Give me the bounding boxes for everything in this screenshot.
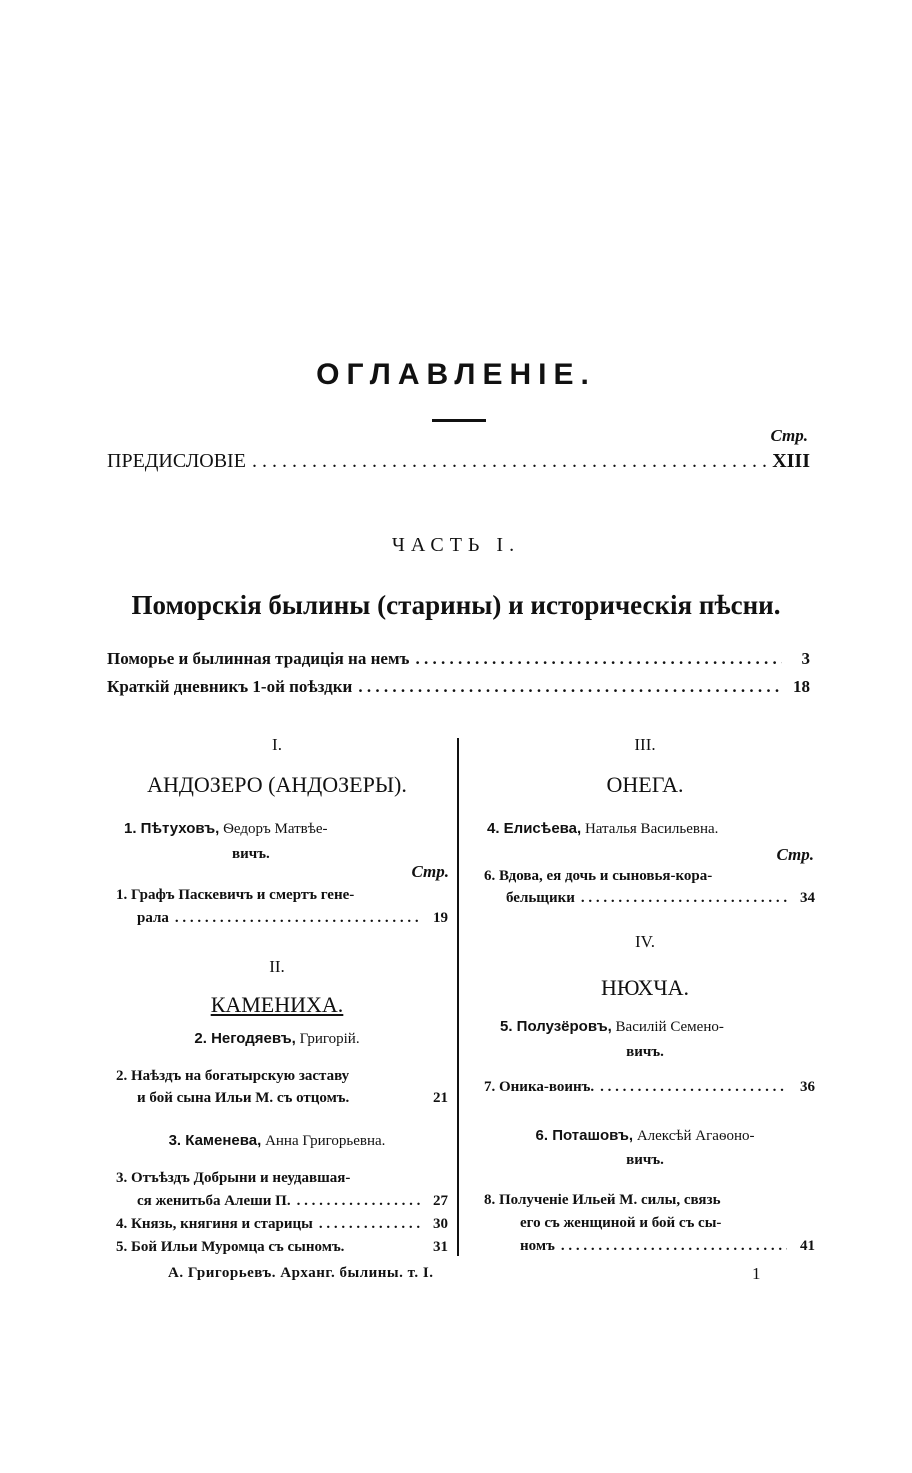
dot-leader xyxy=(175,910,420,927)
entry-title: 5. Бой Ильи Муромца съ сыномъ. xyxy=(116,1239,345,1255)
entry-page: 31 xyxy=(433,1239,448,1255)
entry-title: Краткій дневникъ 1-ой поѣздки xyxy=(107,677,353,696)
singer-given-name: вичъ. xyxy=(626,1152,664,1168)
singer-name: 1. Пѣтуховъ, xyxy=(124,820,220,837)
section-place: КАМЕНИХА. xyxy=(210,992,344,1017)
singer-given-name: Наталья Васильевна. xyxy=(584,821,719,837)
section-place: АНДОЗЕРО (АНДОЗЕРЫ). xyxy=(147,772,407,797)
entry-title: 6. Вдова, ея дочь и сыновья-кора- xyxy=(484,868,713,884)
part-heading: ЧАСТЬ I. xyxy=(391,534,521,556)
entry-title: рала xyxy=(137,910,169,926)
page-title: ОГЛАВЛЕНІЕ. xyxy=(316,358,596,391)
singer-given-name: Василій Семено- xyxy=(615,1019,724,1035)
sheet-number: 1 xyxy=(752,1264,761,1283)
entry-title: номъ xyxy=(520,1238,555,1254)
section-place: ОНЕГА. xyxy=(606,772,684,797)
entry-title: бельщики xyxy=(506,890,575,906)
entry-title: и бой сына Ильи М. съ отцомъ. xyxy=(137,1090,350,1106)
entry-title: 7. Оника-воинъ. xyxy=(484,1079,595,1095)
section-number: I. xyxy=(272,735,282,754)
entry-title: его съ женщиной и бой съ сы- xyxy=(520,1215,722,1231)
section-number: IV. xyxy=(635,932,655,951)
part-subtitle: Поморскія былины (старины) и историческія пѣсни. xyxy=(131,590,781,620)
entry-title: 8. Полученіе Ильей М. силы, связь xyxy=(484,1192,721,1208)
toc-entry[interactable] xyxy=(116,1216,448,1233)
dot-leader xyxy=(319,1216,420,1233)
page-column-label: Стр. xyxy=(776,845,814,864)
singer-name: 5. Полузёровъ, xyxy=(500,1018,612,1035)
toc-entry[interactable] xyxy=(137,1193,448,1210)
singer-name: 4. Елисѣева, xyxy=(487,820,582,837)
entry-page: 18 xyxy=(793,677,810,696)
entry-page: 21 xyxy=(433,1090,448,1106)
entry-title: 4. Князь, княгиня и старицы xyxy=(116,1216,313,1232)
entry-title: Поморье и былинная традиція на немъ xyxy=(107,649,410,668)
entry-title: 2. Наѣздъ на богатырскую заставу xyxy=(116,1068,350,1084)
singer-name: 6. Поташовъ, xyxy=(535,1127,634,1144)
toc-entry[interactable] xyxy=(520,1238,815,1255)
singer-given-name: вичъ. xyxy=(232,846,270,862)
toc-entry[interactable] xyxy=(506,890,815,907)
entry-page: XIII xyxy=(772,450,810,472)
entry-title: ся женитьба Алеши П. xyxy=(137,1193,291,1209)
dot-leader xyxy=(252,450,766,473)
dot-leader xyxy=(561,1238,787,1255)
dot-leader xyxy=(415,649,782,669)
toc-entry[interactable] xyxy=(137,1090,448,1107)
entry-page: 41 xyxy=(800,1238,815,1254)
toc-entry[interactable] xyxy=(484,1079,815,1096)
footer-signature: А. Григорьевъ. Арханг. былины. т. I. xyxy=(168,1265,434,1281)
entry-title: 1. Графъ Паскевичъ и смертъ гене- xyxy=(116,887,355,903)
dot-leader xyxy=(297,1193,420,1210)
toc-entry[interactable] xyxy=(116,1239,448,1256)
column-divider xyxy=(457,738,459,1256)
entry-title: ПРЕДИСЛОВІЕ xyxy=(107,450,246,472)
singer-given-name: Григорій. xyxy=(299,1031,360,1047)
entry-title: 3. Отъѣздъ Добрыни и неудавшая- xyxy=(116,1170,351,1186)
singer-given-name: Анна Григорьевна. xyxy=(265,1133,386,1149)
singer-name: 2. Негодяевъ, xyxy=(194,1030,296,1047)
entry-page: 36 xyxy=(800,1079,815,1095)
singer-name: 3. Каменева, xyxy=(168,1132,262,1149)
section-number: III. xyxy=(634,735,656,754)
page-column-label: Стр. xyxy=(411,862,449,881)
singer-given-name: Ѳедоръ Матвѣе- xyxy=(223,821,328,837)
toc-entry[interactable] xyxy=(107,677,810,697)
dot-leader xyxy=(581,890,787,907)
toc-entry[interactable] xyxy=(107,649,810,669)
singer-given-name: Алексѣй Агаѳоно- xyxy=(636,1128,755,1144)
page-column-label: Стр. xyxy=(770,426,808,445)
title-rule xyxy=(432,419,486,422)
entry-page: 19 xyxy=(433,910,448,926)
entry-page: 30 xyxy=(433,1216,448,1232)
entry-page: 34 xyxy=(800,890,815,906)
section-place: НЮХЧА. xyxy=(600,975,690,1000)
entry-page: 27 xyxy=(433,1193,448,1209)
section-number: II. xyxy=(269,957,285,976)
singer-given-name: вичъ. xyxy=(626,1044,664,1060)
toc-entry[interactable] xyxy=(137,910,448,927)
dot-leader xyxy=(600,1079,787,1096)
dot-leader xyxy=(358,677,782,697)
toc-preface[interactable] xyxy=(107,450,810,473)
entry-page: 3 xyxy=(801,649,810,668)
